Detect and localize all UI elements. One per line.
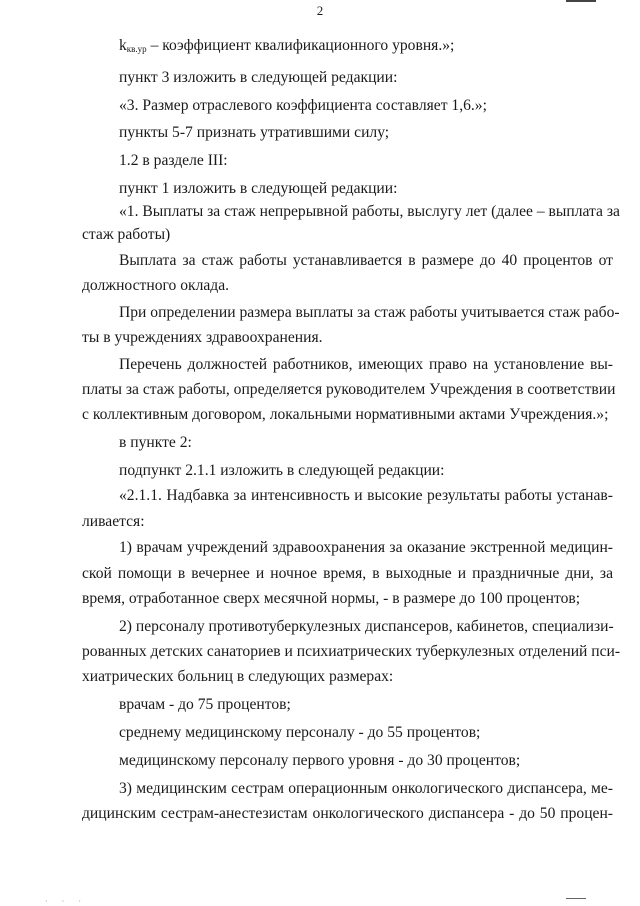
text-line: ской помощи в вечернее и ночное время, в выходные и праздничные дни, за <box>82 565 613 582</box>
text-line: ты в учреждениях здравоохранения. <box>82 329 323 346</box>
text-line: медицинскому персоналу первого уровня - до 30 процентов; <box>119 752 521 769</box>
scan-mark-bottom <box>566 898 586 902</box>
text-line: дицинским сестрам-анестезистам онкологического диспансера - до 50 процен- <box>82 805 613 822</box>
text-line: среднему медицинскому персоналу - до 55 процентов; <box>119 724 481 741</box>
text-line: «3. Размер отраслевого коэффициента составляет 1,6.»; <box>119 97 487 114</box>
text-line: пункты 5-7 признать утратившими силу; <box>119 124 390 141</box>
text-line: пункт 1 изложить в следующей редакции: <box>119 180 398 197</box>
text-line: ливается: <box>82 513 145 530</box>
text-line: подпункт 2.1.1 изложить в следующей редакции: <box>119 462 445 479</box>
text-line: с коллективным договором, локальными нормативными актами Учреждения.»; <box>82 406 609 423</box>
text-line: 1) врачам учреждений здравоохранения за оказание экстренной медицин- <box>119 539 613 556</box>
text-line: 3) медицинским сестрам операционным онкологического диспансера, ме- <box>119 780 613 797</box>
text-line: Перечень должностей работников, имеющих право на установление вы- <box>119 356 613 373</box>
text-line: «1. Выплаты за стаж непрерывной работы, выслугу лет (далее – выплата за <box>119 203 620 220</box>
text-line: «2.1.1. Надбавка за интенсивность и высокие результаты работы устанав- <box>119 487 613 504</box>
text-line: врачам - до 75 процентов; <box>119 696 291 713</box>
text-line: 1.2 в разделе III: <box>119 152 228 169</box>
text-line: в пункте 2: <box>119 434 192 451</box>
text-line: стаж работы) <box>82 226 171 243</box>
text-line: $k_{кв.ур}$ – коэффициент квалификационного уровня.»; <box>119 37 455 54</box>
text-line: должностного оклада. <box>82 277 230 294</box>
text-line: Выплата за стаж работы устанавливается в размере до 40 процентов от <box>119 252 613 269</box>
text-line: время, отработанное сверх месячной нормы, - в размере до 100 процентов; <box>82 590 581 607</box>
scan-artifact: · · · <box>45 897 87 906</box>
text-line: рованных детских санаториев и психиатрических туберкулезных отделений пси- <box>82 643 621 660</box>
text-line: платы за стаж работы, определяется руководителем Учреждения в соответствии <box>82 381 616 398</box>
text-line: 2) персоналу противотуберкулезных диспансеров, кабинетов, специализи- <box>119 618 614 635</box>
page-number: 2 <box>316 3 324 18</box>
text-line: хиатрических больниц в следующих размерах: <box>82 668 394 685</box>
text-line: При определении размера выплаты за стаж работы учитывается стаж рабо- <box>119 304 620 321</box>
text-line: пункт 3 изложить в следующей редакции: <box>119 69 398 86</box>
